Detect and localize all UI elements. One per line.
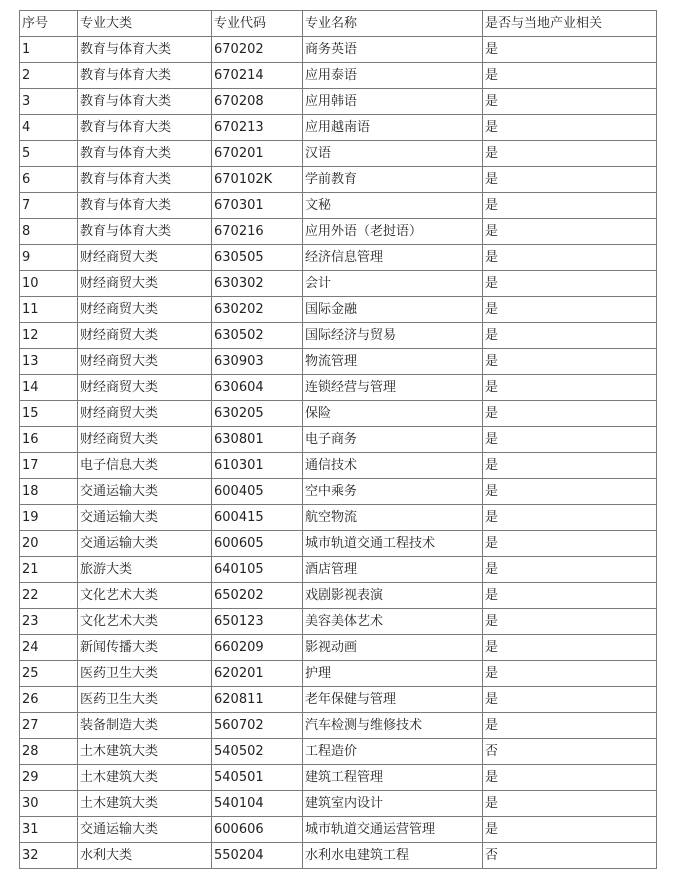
cell-code: 610301 [212, 453, 303, 479]
table-row [20, 557, 657, 583]
cell-major-name: 物流管理 [303, 349, 483, 375]
cell-local-relevance: 是 [483, 141, 657, 167]
cell-local-relevance: 否 [483, 739, 657, 765]
cell-local-relevance: 是 [483, 297, 657, 323]
header-index: 序号 [20, 11, 78, 37]
cell-code: 630604 [212, 375, 303, 401]
table-row [20, 63, 657, 89]
cell-category: 医药卫生大类 [78, 687, 212, 713]
cell-local-relevance: 否 [483, 843, 657, 869]
cell-category: 教育与体育大类 [78, 89, 212, 115]
header-category: 专业大类 [78, 11, 212, 37]
cell-local-relevance: 是 [483, 219, 657, 245]
cell-local-relevance: 是 [483, 245, 657, 271]
table-row [20, 765, 657, 791]
cell-major-name: 保险 [303, 401, 483, 427]
cell-local-relevance: 是 [483, 89, 657, 115]
table-row [20, 115, 657, 141]
cell-code: 630205 [212, 401, 303, 427]
table-row [20, 193, 657, 219]
cell-category: 旅游大类 [78, 557, 212, 583]
cell-local-relevance: 是 [483, 609, 657, 635]
cell-major-name: 影视动画 [303, 635, 483, 661]
cell-local-relevance: 是 [483, 167, 657, 193]
cell-category: 文化艺术大类 [78, 583, 212, 609]
cell-index: 23 [20, 609, 78, 635]
table-row [20, 791, 657, 817]
table-row [20, 323, 657, 349]
cell-code: 630801 [212, 427, 303, 453]
cell-local-relevance: 是 [483, 453, 657, 479]
cell-code: 670201 [212, 141, 303, 167]
cell-index: 30 [20, 791, 78, 817]
cell-code: 670214 [212, 63, 303, 89]
cell-major-name: 国际经济与贸易 [303, 323, 483, 349]
cell-local-relevance: 是 [483, 375, 657, 401]
cell-major-name: 应用外语（老挝语） [303, 219, 483, 245]
cell-major-name: 通信技术 [303, 453, 483, 479]
cell-major-name: 护理 [303, 661, 483, 687]
table-row [20, 583, 657, 609]
cell-local-relevance: 是 [483, 583, 657, 609]
cell-major-name: 应用越南语 [303, 115, 483, 141]
cell-index: 31 [20, 817, 78, 843]
cell-category: 土木建筑大类 [78, 765, 212, 791]
cell-category: 文化艺术大类 [78, 609, 212, 635]
cell-category: 财经商贸大类 [78, 427, 212, 453]
cell-index: 9 [20, 245, 78, 271]
cell-major-name: 会计 [303, 271, 483, 297]
cell-category: 装备制造大类 [78, 713, 212, 739]
cell-category: 财经商贸大类 [78, 245, 212, 271]
header-code: 专业代码 [212, 11, 303, 37]
cell-local-relevance: 是 [483, 401, 657, 427]
cell-category: 教育与体育大类 [78, 37, 212, 63]
cell-code: 540501 [212, 765, 303, 791]
cell-category: 财经商贸大类 [78, 349, 212, 375]
cell-category: 教育与体育大类 [78, 63, 212, 89]
cell-index: 24 [20, 635, 78, 661]
cell-major-name: 国际金融 [303, 297, 483, 323]
table-row [20, 687, 657, 713]
table-row [20, 37, 657, 63]
majors-table [19, 10, 657, 869]
cell-local-relevance: 是 [483, 635, 657, 661]
table-row [20, 739, 657, 765]
table-row [20, 479, 657, 505]
cell-major-name: 建筑工程管理 [303, 765, 483, 791]
cell-code: 630302 [212, 271, 303, 297]
cell-category: 教育与体育大类 [78, 167, 212, 193]
cell-code: 670213 [212, 115, 303, 141]
cell-code: 670102K [212, 167, 303, 193]
cell-category: 电子信息大类 [78, 453, 212, 479]
cell-major-name: 老年保健与管理 [303, 687, 483, 713]
cell-category: 教育与体育大类 [78, 219, 212, 245]
table-row [20, 401, 657, 427]
cell-category: 教育与体育大类 [78, 193, 212, 219]
cell-local-relevance: 是 [483, 557, 657, 583]
cell-code: 600605 [212, 531, 303, 557]
cell-category: 交通运输大类 [78, 505, 212, 531]
cell-category: 教育与体育大类 [78, 115, 212, 141]
cell-index: 16 [20, 427, 78, 453]
table-row [20, 245, 657, 271]
table-row [20, 167, 657, 193]
cell-major-name: 电子商务 [303, 427, 483, 453]
cell-category: 交通运输大类 [78, 479, 212, 505]
cell-code: 650202 [212, 583, 303, 609]
cell-index: 11 [20, 297, 78, 323]
cell-category: 财经商贸大类 [78, 271, 212, 297]
cell-code: 620811 [212, 687, 303, 713]
cell-code: 600415 [212, 505, 303, 531]
cell-code: 540104 [212, 791, 303, 817]
header-row [20, 11, 657, 37]
cell-category: 财经商贸大类 [78, 401, 212, 427]
table-row [20, 219, 657, 245]
table-row [20, 609, 657, 635]
cell-index: 22 [20, 583, 78, 609]
table-row [20, 713, 657, 739]
cell-index: 26 [20, 687, 78, 713]
cell-code: 640105 [212, 557, 303, 583]
cell-local-relevance: 是 [483, 37, 657, 63]
cell-index: 27 [20, 713, 78, 739]
table-body [20, 11, 657, 869]
table-row [20, 531, 657, 557]
cell-index: 32 [20, 843, 78, 869]
cell-index: 6 [20, 167, 78, 193]
cell-code: 630903 [212, 349, 303, 375]
cell-index: 8 [20, 219, 78, 245]
cell-code: 600606 [212, 817, 303, 843]
cell-major-name: 空中乘务 [303, 479, 483, 505]
cell-major-name: 工程造价 [303, 739, 483, 765]
cell-local-relevance: 是 [483, 505, 657, 531]
cell-local-relevance: 是 [483, 817, 657, 843]
cell-major-name: 美容美体艺术 [303, 609, 483, 635]
cell-index: 20 [20, 531, 78, 557]
cell-major-name: 航空物流 [303, 505, 483, 531]
cell-index: 29 [20, 765, 78, 791]
cell-major-name: 建筑室内设计 [303, 791, 483, 817]
cell-code: 600405 [212, 479, 303, 505]
cell-major-name: 连锁经营与管理 [303, 375, 483, 401]
cell-category: 新闻传播大类 [78, 635, 212, 661]
cell-major-name: 汉语 [303, 141, 483, 167]
cell-major-name: 戏剧影视表演 [303, 583, 483, 609]
cell-local-relevance: 是 [483, 531, 657, 557]
cell-category: 财经商贸大类 [78, 375, 212, 401]
cell-category: 教育与体育大类 [78, 141, 212, 167]
cell-code: 650123 [212, 609, 303, 635]
cell-category: 医药卫生大类 [78, 661, 212, 687]
table-row [20, 89, 657, 115]
cell-code: 630202 [212, 297, 303, 323]
cell-category: 财经商贸大类 [78, 323, 212, 349]
table-row [20, 141, 657, 167]
cell-category: 交通运输大类 [78, 531, 212, 557]
cell-local-relevance: 是 [483, 193, 657, 219]
cell-category: 交通运输大类 [78, 817, 212, 843]
cell-local-relevance: 是 [483, 323, 657, 349]
cell-index: 25 [20, 661, 78, 687]
cell-major-name: 水利水电建筑工程 [303, 843, 483, 869]
cell-index: 19 [20, 505, 78, 531]
cell-major-name: 文秘 [303, 193, 483, 219]
cell-local-relevance: 是 [483, 427, 657, 453]
table-row [20, 375, 657, 401]
table-row [20, 505, 657, 531]
header-local-relevance: 是否与当地产业相关 [483, 11, 657, 37]
cell-local-relevance: 是 [483, 713, 657, 739]
cell-local-relevance: 是 [483, 791, 657, 817]
cell-index: 5 [20, 141, 78, 167]
cell-local-relevance: 是 [483, 271, 657, 297]
cell-index: 17 [20, 453, 78, 479]
cell-code: 620201 [212, 661, 303, 687]
table-row [20, 271, 657, 297]
cell-local-relevance: 是 [483, 349, 657, 375]
table-row [20, 635, 657, 661]
cell-code: 670202 [212, 37, 303, 63]
table-row [20, 661, 657, 687]
cell-index: 10 [20, 271, 78, 297]
table-row [20, 817, 657, 843]
cell-index: 13 [20, 349, 78, 375]
cell-index: 15 [20, 401, 78, 427]
cell-index: 4 [20, 115, 78, 141]
cell-major-name: 城市轨道交通运营管理 [303, 817, 483, 843]
cell-local-relevance: 是 [483, 765, 657, 791]
cell-code: 630505 [212, 245, 303, 271]
cell-category: 土木建筑大类 [78, 739, 212, 765]
cell-local-relevance: 是 [483, 63, 657, 89]
cell-local-relevance: 是 [483, 479, 657, 505]
cell-index: 21 [20, 557, 78, 583]
cell-major-name: 经济信息管理 [303, 245, 483, 271]
cell-code: 670208 [212, 89, 303, 115]
header-major-name: 专业名称 [303, 11, 483, 37]
cell-local-relevance: 是 [483, 687, 657, 713]
table-row [20, 297, 657, 323]
cell-major-name: 汽车检测与维修技术 [303, 713, 483, 739]
cell-code: 550204 [212, 843, 303, 869]
cell-local-relevance: 是 [483, 661, 657, 687]
cell-index: 18 [20, 479, 78, 505]
cell-index: 7 [20, 193, 78, 219]
cell-category: 财经商贸大类 [78, 297, 212, 323]
table-row [20, 453, 657, 479]
table-row [20, 427, 657, 453]
cell-major-name: 学前教育 [303, 167, 483, 193]
cell-code: 670216 [212, 219, 303, 245]
cell-code: 670301 [212, 193, 303, 219]
cell-index: 12 [20, 323, 78, 349]
cell-major-name: 城市轨道交通工程技术 [303, 531, 483, 557]
cell-index: 3 [20, 89, 78, 115]
cell-code: 540502 [212, 739, 303, 765]
cell-major-name: 应用韩语 [303, 89, 483, 115]
cell-major-name: 应用泰语 [303, 63, 483, 89]
cell-index: 2 [20, 63, 78, 89]
cell-index: 1 [20, 37, 78, 63]
cell-index: 28 [20, 739, 78, 765]
cell-local-relevance: 是 [483, 115, 657, 141]
cell-major-name: 商务英语 [303, 37, 483, 63]
cell-category: 土木建筑大类 [78, 791, 212, 817]
cell-category: 水利大类 [78, 843, 212, 869]
cell-code: 630502 [212, 323, 303, 349]
cell-index: 14 [20, 375, 78, 401]
table-row [20, 349, 657, 375]
cell-code: 560702 [212, 713, 303, 739]
cell-major-name: 酒店管理 [303, 557, 483, 583]
cell-code: 660209 [212, 635, 303, 661]
table-row [20, 843, 657, 869]
